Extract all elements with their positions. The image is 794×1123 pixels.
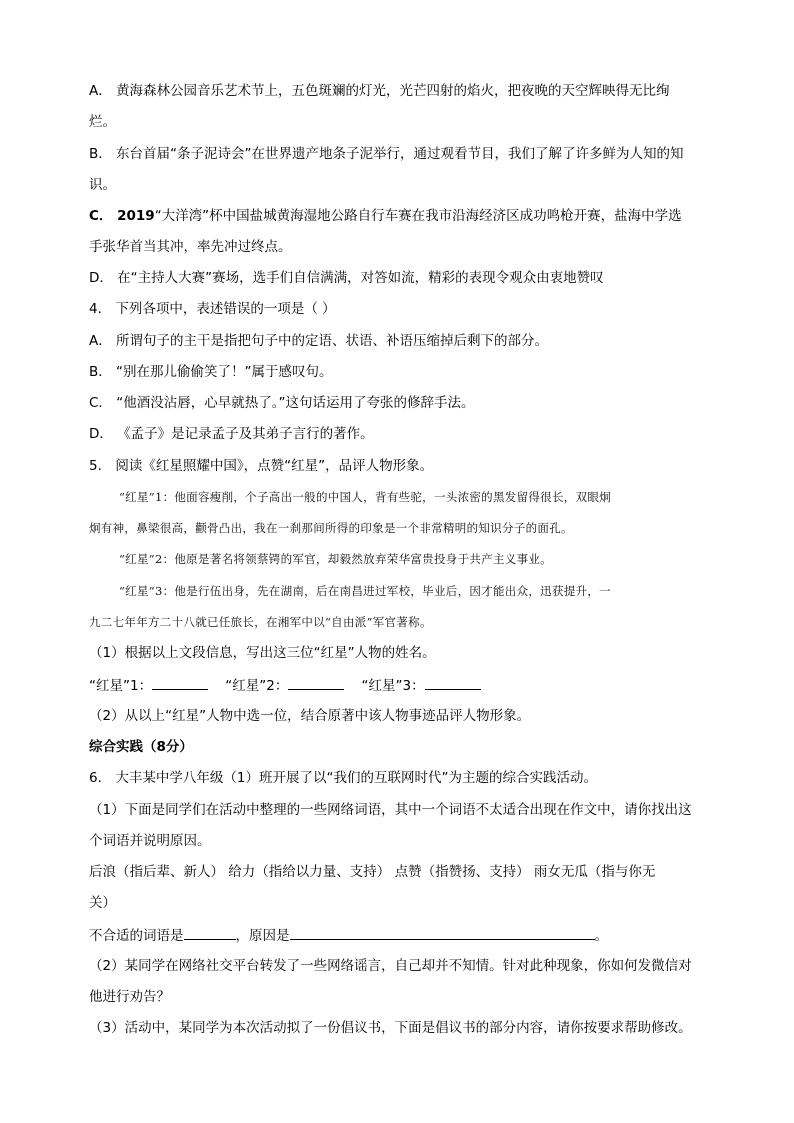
q3-option-b-line1: B． 东台首届“条子泥诗会”在世界遗产地条子泥举行，通过观看节目，我们了解了许多鲜为人知的知	[89, 146, 684, 162]
red-star-3-blank[interactable]	[425, 675, 481, 690]
red-star-1-blank[interactable]	[152, 675, 208, 690]
red-star-1-label: “红星”1：	[89, 678, 153, 694]
q5-part-1: （1）根据以上文段信息，写出这三位“红星”人物的姓名。	[89, 645, 436, 661]
q4-option-c: C． “他酒没沾唇，心早就热了。”这句话运用了夸张的修辞手法。	[89, 395, 475, 411]
q4-option-d: D． 《孟子》是记录孟子及其弟子言行的著作。	[89, 426, 374, 442]
quote-1-line1: “红星”1：他面容瘦削，个子高出一般的中国人，背有些驼，一头浓密的黑发留得很长，双眼炯	[119, 490, 611, 504]
q4-option-b: B． “别在那儿偷偷笑了！”属于感叹句。	[89, 364, 333, 380]
q6-part-3: （3）活动中，某同学为本次活动拟了一份倡议书，下面是倡议书的部分内容，请你按要求帮助修改。	[89, 1020, 692, 1036]
q3-option-d: D． 在“主持人大赛”赛场，选手们自信满满，对答如流，精彩的表现令观众由衷地赞叹	[89, 270, 604, 286]
question-4: 4． 下列各项中，表述错误的一项是（ ）	[89, 301, 336, 317]
question-6: 6． 大丰某中学八年级（1）班开展了以“我们的互联网时代”为主题的综合实践活动。	[89, 770, 597, 786]
section-heading: 综合实践（8分）	[89, 739, 193, 755]
q6-answer-row	[89, 925, 709, 946]
year-text: C． 2019	[89, 208, 155, 224]
q3-option-c-text: “大洋湾”杯中国盐城黄海湿地公路自行车赛在我市沿海经济区成功鸣枪开赛，盐海中学选	[154, 208, 682, 224]
word-answer-label: 不合适的词语是	[89, 928, 184, 944]
q5-answer-row	[89, 675, 709, 696]
word-answer-blank[interactable]	[184, 925, 236, 940]
q5-part-2: （2）从以上“红星”人物中选一位，结合原著中该人物事迹品评人物形象。	[89, 708, 531, 724]
q3-option-a-line2: 烂。	[89, 114, 116, 130]
word-list-line2: 关）	[89, 895, 116, 911]
quote-3-line2: 九二七年年方二十八就已任旅长，在湘军中以“自由派”军官著称。	[89, 615, 432, 629]
q4-option-a: A． 所谓句子的主干是指把句子中的定语、状语、补语压缩掉后剩下的部分。	[89, 333, 549, 349]
quote-2: “红星”2：他原是著名将领蔡锷的军官，却毅然放弃荣华富贵投身于共产主义事业。	[119, 552, 552, 566]
red-star-3-label: “红星”3：	[361, 678, 425, 694]
answer-end-mark: 。	[594, 928, 608, 944]
red-star-2-blank[interactable]	[288, 675, 344, 690]
q6-part-1-line2: 个词语并说明原因。	[89, 833, 211, 849]
quote-1-line2: 炯有神，鼻梁很高，颧骨凸出，我在一刹那间所得的印象是一个非常精明的知识分子的面孔。	[89, 521, 573, 535]
q3-option-c-line2: 手张华首当其冲，率先冲过终点。	[89, 239, 292, 255]
red-star-2-label: “红星”2：	[225, 678, 289, 694]
q3-option-a-line1: A． 黄海森林公园音乐艺术节上，五色斑斓的灯光，光芒四射的焰火，把夜晚的天空辉映得无比绚	[89, 83, 670, 99]
q3-option-c-line1	[89, 206, 709, 226]
quote-3-line1: “红星”3：他是行伍出身，先在湖南，后在南昌进过军校，毕业后，因才能出众，迅获提升，一	[119, 584, 611, 598]
q6-part-2-line2: 他进行劝告？	[89, 989, 170, 1005]
reason-label: ，原因是	[235, 928, 290, 944]
question-5: 5． 阅读《红星照耀中国》，点赞“红星”，品评人物形象。	[89, 458, 434, 474]
q6-part-1-line1: （1）下面是同学们在活动中整理的一些网络词语，其中一个词语不太适合出现在作文中，请你找出这	[89, 802, 692, 818]
word-list-line1: 后浪（指后辈、新人） 给力（指给以力量、支持） 点赞（指赞扬、支持） 雨女无瓜（指与你无	[89, 864, 656, 880]
reason-blank[interactable]	[290, 925, 595, 940]
q3-option-b-line2: 识。	[89, 177, 116, 193]
q6-part-2-line1: （2）某同学在网络社交平台转发了一些网络谣言，自己却并不知情。针对此种现象，你如何发微信对	[89, 958, 692, 974]
